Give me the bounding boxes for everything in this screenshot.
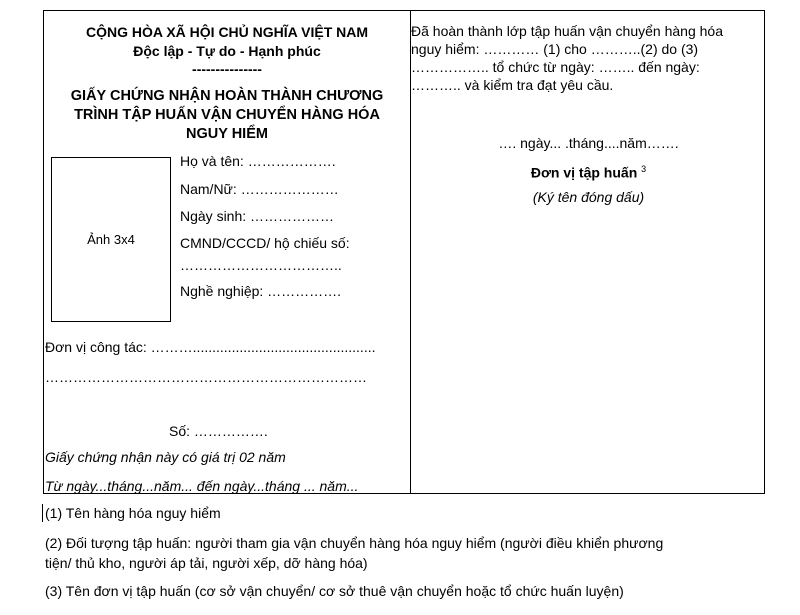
- training-unit-text: Đơn vị tập huấn: [530, 164, 638, 181]
- photo-label: Ảnh 3x4: [87, 232, 135, 247]
- country-header: CỘNG HÒA XÃ HỘI CHỦ NGHĨA VIỆT NAM: [85, 24, 369, 40]
- birth-date-field: Ngày sinh: ………………: [180, 208, 335, 224]
- full-name-field: Họ và tên: ……………….: [180, 153, 336, 169]
- completion-line-1: Đã hoàn thành lớp tập huấn vận chuyển hàng hóa: [411, 23, 723, 39]
- footnote-1: (1) Tên hàng hóa nguy hiểm: [45, 505, 221, 521]
- completion-line-3: …………….. tổ chức từ ngày: …….. đến ngày:: [411, 59, 700, 75]
- footnote-2: (2) Đối tượng tập huấn: người tham gia vận chuyển hàng hóa nguy hiểm (người điều khiển phương: [45, 535, 664, 551]
- certificate-title-line-3: NGUY HIỂM: [186, 126, 268, 142]
- footnote-3: (3) Tên đơn vị tập huấn (cơ sở vận chuyển/ cơ sở thuê vận chuyển hoặc tổ chức huấn luyện): [45, 583, 624, 599]
- certificate-number: Số: …………….: [169, 423, 268, 439]
- workplace-field: Đơn vị công tác: ………...............................................: [45, 339, 376, 355]
- photo-placeholder: [51, 157, 171, 322]
- validity-note: Giấy chứng nhận này có giá trị 02 năm: [45, 449, 286, 465]
- gender-field: Nam/Nữ: …………………: [180, 181, 339, 197]
- motto: Độc lập - Tự do - Hạnh phúc: [133, 43, 321, 59]
- id-number-dots: ……………………………..: [180, 257, 342, 273]
- header-separator: ---------------: [192, 61, 262, 77]
- signature-note: (Ký tên đóng dấu): [532, 189, 645, 205]
- certificate-title-line-2: TRÌNH TẬP HUẤN VẬN CHUYỂN HÀNG HÓA: [74, 107, 380, 123]
- issue-date: …. ngày... .tháng....năm…….: [498, 135, 679, 151]
- training-unit-footnote: 3: [641, 164, 647, 174]
- footnote-2-continued: tiện/ thủ kho, người áp tải, người xếp, dỡ hàng hóa): [45, 555, 368, 571]
- completion-line-2: nguy hiểm: ………… (1) cho ………..(2) do (3): [411, 41, 699, 57]
- certificate-title-line-1: GIẤY CHỨNG NHẬN HOÀN THÀNH CHƯƠNG: [70, 88, 384, 104]
- validity-date-range: Từ ngày...tháng...năm... đến ngày...tháng ... năm...: [45, 478, 359, 494]
- training-unit-label: [411, 160, 766, 183]
- occupation-field: Nghề nghiệp: …………….: [180, 283, 342, 299]
- certificate-front: [44, 11, 410, 493]
- workplace-dots: ……………………………………………………………: [45, 369, 367, 385]
- footnotes: [43, 500, 783, 601]
- completion-line-4: ……….. và kiểm tra đạt yêu cầu.: [411, 77, 614, 93]
- certificate-frame: [43, 10, 765, 494]
- certificate-back: [411, 11, 766, 493]
- id-number-label: CMND/CCCD/ hộ chiếu số:: [180, 235, 350, 251]
